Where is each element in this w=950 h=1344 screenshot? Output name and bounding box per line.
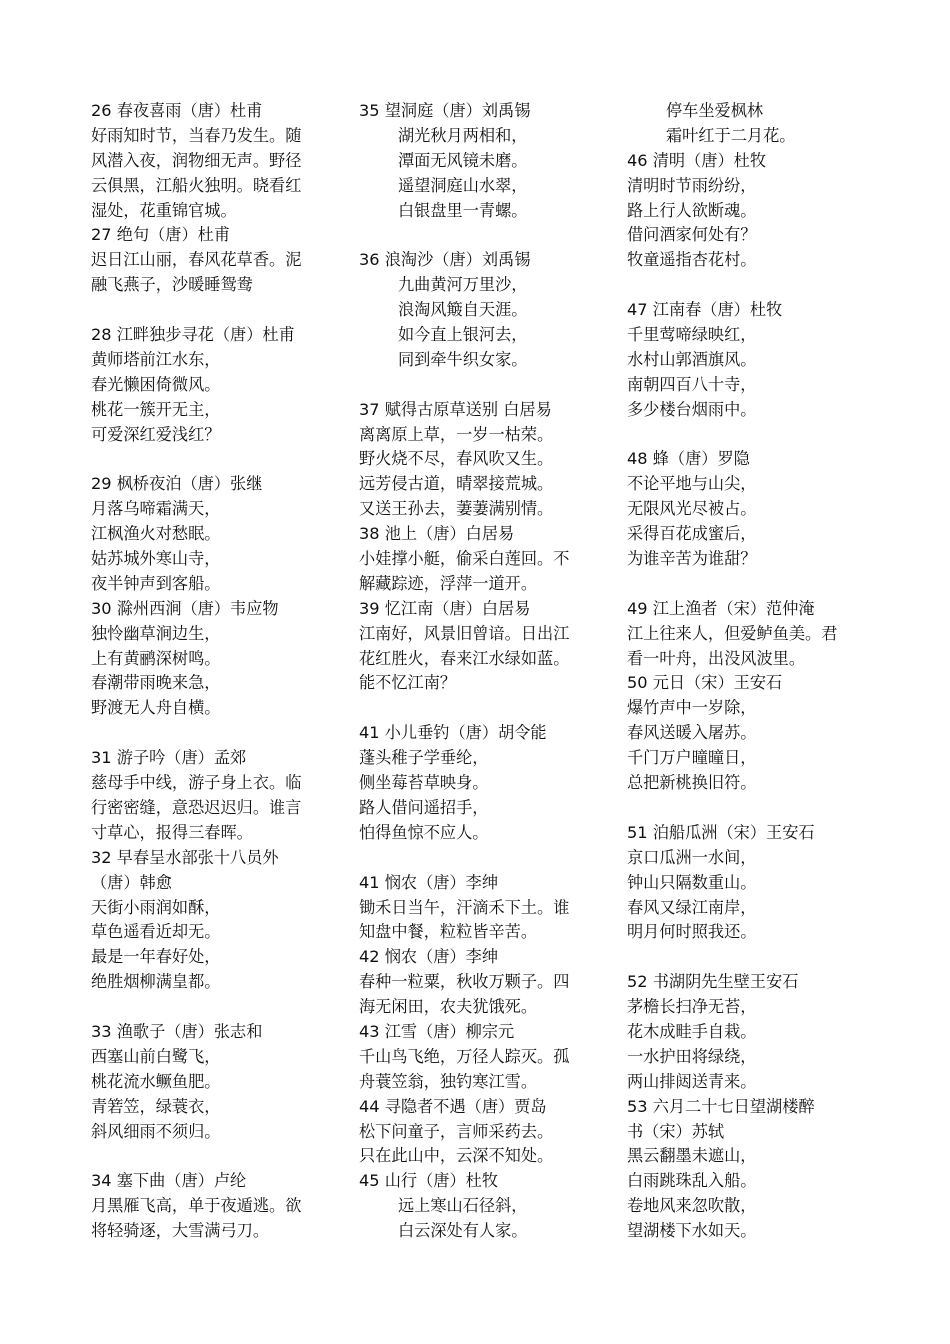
text-line: 浪淘风簸自天涯。: [398, 300, 528, 320]
text-line: 天街小雨润如酥，: [91, 897, 221, 917]
text-line: 29 枫桥夜泊（唐）张继: [91, 474, 263, 494]
text-line: 39 忆江南（唐）白居易: [359, 598, 531, 618]
blank-line: [359, 696, 604, 721]
text-line: 白雨跳珠乱入船。: [627, 1171, 757, 1191]
text-line: 牧童遥指杏花村。: [627, 250, 757, 270]
text-line: 看一叶舟，出没风波里。: [627, 648, 806, 668]
text-line: 30 滁州西涧（唐）韦应物: [91, 598, 279, 618]
text-line: 只在此山中，云深不知处。: [359, 1146, 554, 1166]
text-line: 将轻骑逐，大雪满弓刀。: [91, 1221, 270, 1241]
text-line: 融飞燕子，沙暖睡鸳鸯: [91, 275, 253, 295]
text-line: 江上往来人，但爱鲈鱼美。君: [627, 623, 838, 643]
text-line: 如今直上银河去，: [398, 325, 528, 345]
text-line: 采得百花成蜜后，: [627, 524, 757, 544]
text-line: 桃花一簇开无主，: [91, 399, 221, 419]
text-line: 最是一年春好处，: [91, 947, 221, 967]
text-line: 舟蓑笠翁，独钓寒江雪。: [359, 1071, 538, 1091]
text-line: 湿处，花重锦官城。: [91, 200, 237, 220]
text-line: 花木成畦手自栽。: [627, 1021, 757, 1041]
text-line: 月黑雁飞高，单于夜遁逃。欲: [91, 1196, 302, 1216]
blank-line: [91, 298, 336, 323]
text-line: 春潮带雨晚来急，: [91, 673, 221, 693]
blank-line: [627, 273, 872, 298]
text-line: 蓬头稚子学垂纶，: [359, 748, 489, 768]
column-2: [359, 99, 604, 1244]
blank-line: [359, 223, 604, 248]
text-line: 黑云翻墨未遮山，: [627, 1146, 757, 1166]
text-line: 35 望洞庭（唐）刘禹锡: [359, 101, 531, 120]
text-line: 41 悯农（唐）李绅: [359, 872, 499, 892]
text-line: 41 小儿垂钓（唐）胡令能: [359, 723, 547, 743]
text-line: 风潜入夜，润物细无声。野径: [91, 150, 302, 170]
text-line: 路人借问遥招手，: [359, 797, 489, 817]
text-line: 春风送暖入屠苏。: [627, 723, 757, 743]
text-line: 松下问童子，言师采药去。: [359, 1121, 554, 1141]
text-line: 清明时节雨纷纷，: [627, 175, 757, 195]
text-line: 野火烧不尽，春风吹又生。: [359, 449, 554, 469]
text-line: 43 江雪（唐）柳宗元: [359, 1021, 515, 1041]
text-line: 绝胜烟柳满皇都。: [91, 972, 221, 992]
text-line: 千门万户曈曈日，: [627, 748, 757, 768]
text-line: 44 寻隐者不遇（唐）贾岛: [359, 1096, 547, 1116]
text-line: 同到牵牛织女家。: [398, 349, 528, 369]
text-line: 49 江上渔者（宋）范仲淹: [627, 598, 815, 618]
text-line: （唐）韩愈: [91, 872, 172, 892]
text-line: 离离原上草，一岁一枯荣。: [359, 424, 554, 444]
text-line: 远上寒山石径斜，: [398, 1196, 528, 1216]
text-line: 28 江畔独步寻花（唐）杜甫: [91, 325, 295, 345]
text-line: 花红胜火，春来江水绿如蓝。: [359, 648, 570, 668]
text-line: 52 书湖阴先生壁王安石: [627, 972, 799, 992]
text-line: 38 池上（唐）白居易: [359, 524, 515, 544]
text-line: 两山排闼送青来。: [627, 1071, 757, 1091]
text-line: 慈母手中线，游子身上衣。临: [91, 773, 302, 793]
text-line: 千里莺啼绿映红，: [627, 325, 757, 345]
text-line: 路上行人欲断魂。: [627, 200, 757, 220]
text-line: 白云深处有人家。: [398, 1221, 528, 1241]
text-line: 可爱深红爱浅红？: [91, 424, 221, 444]
text-line: 江南好，风景旧曾谙。日出江: [359, 623, 570, 643]
text-line: 水村山郭酒旗风。: [627, 349, 757, 369]
text-line: 卷地风来忽吹散，: [627, 1196, 757, 1216]
text-line: 能不忆江南？: [359, 673, 457, 693]
text-line: 桃花流水鳜鱼肥。: [91, 1071, 221, 1091]
text-line: 侧坐莓苔草映身。: [359, 773, 489, 793]
text-line: 远芳侵古道，晴翠接荒城。: [359, 474, 554, 494]
text-line: 湖光秋月两相和，: [398, 125, 528, 145]
text-line: 春风又绿江南岸，: [627, 897, 757, 917]
text-line: 独怜幽草涧边生，: [91, 623, 221, 643]
text-line: 月落乌啼霜满天，: [91, 499, 221, 519]
text-line: 草色遥看近却无。: [91, 922, 221, 942]
text-line: 姑苏城外寒山寺，: [91, 549, 221, 569]
blank-line: [91, 447, 336, 472]
text-line: 春种一粒粟，秋收万颗子。四: [359, 972, 570, 992]
text-line: 好雨知时节，当春乃发生。随: [91, 125, 302, 145]
text-line: 遥望洞庭山水翠，: [398, 175, 528, 195]
text-line: 31 游子吟（唐）孟郊: [91, 748, 247, 768]
text-line: 野渡无人舟自横。: [91, 698, 221, 718]
text-line: 小娃撑小艇，偷采白莲回。不: [359, 549, 570, 569]
text-line: 46 清明（唐）杜牧: [627, 150, 767, 170]
text-line: 51 泊船瓜洲（宋）王安石: [627, 822, 815, 842]
text-line: 一水护田将绿绕，: [627, 1046, 757, 1066]
text-line: 茅檐长扫净无苔，: [627, 997, 757, 1017]
text-line: 32 早春呈水部张十八员外: [91, 847, 279, 867]
text-line: 白银盘里一青螺。: [398, 200, 528, 220]
text-line: 34 塞下曲（唐）卢纶: [91, 1171, 247, 1191]
text-line: 京口瓜洲一水间，: [627, 847, 757, 867]
text-line: 夜半钟声到客船。: [91, 573, 221, 593]
column-1: [91, 99, 336, 1244]
text-line: 53 六月二十七日望湖楼醉: [627, 1096, 815, 1116]
text-line: 斜风细雨不须归。: [91, 1121, 221, 1141]
text-line: 多少楼台烟雨中。: [627, 399, 757, 419]
text-line: 黄师塔前江水东，: [91, 349, 221, 369]
text-line: 总把新桃换旧符。: [627, 773, 757, 793]
blank-line: [359, 846, 604, 871]
text-line: 知盘中餐，粒粒皆辛苦。: [359, 922, 538, 942]
blank-line: [359, 373, 604, 398]
text-line: 48 蜂（唐）罗隐: [627, 449, 750, 469]
text-line: 海无闲田，农夫犹饿死。: [359, 997, 538, 1017]
text-line: 45 山行（唐）杜牧: [359, 1171, 499, 1191]
text-line: 书（宋）苏轼: [627, 1121, 725, 1141]
text-line: 为谁辛苦为谁甜？: [627, 549, 757, 569]
text-line: 西塞山前白鹭飞，: [91, 1046, 221, 1066]
text-line: 停车坐爱枫林: [666, 101, 764, 120]
blank-line: [627, 796, 872, 821]
blank-line: [91, 721, 336, 746]
column-3: [627, 99, 872, 1244]
text-line: 42 悯农（唐）李绅: [359, 947, 499, 967]
text-line: 怕得鱼惊不应人。: [359, 822, 489, 842]
text-line: 江枫渔火对愁眠。: [91, 524, 221, 544]
text-line: 不论平地与山尖，: [627, 474, 757, 494]
text-line: 无限风光尽被占。: [627, 499, 757, 519]
text-line: 锄禾日当午，汗滴禾下土。谁: [359, 897, 570, 917]
text-line: 春光懒困倚微风。: [91, 374, 221, 394]
text-line: 50 元日（宋）王安石: [627, 673, 783, 693]
text-line: 九曲黄河万里沙，: [398, 275, 528, 295]
text-line: 又送王孙去，萋萋满别情。: [359, 499, 554, 519]
text-line: 潭面无风镜未磨。: [398, 150, 528, 170]
text-line: 青箬笠，绿蓑衣，: [91, 1096, 221, 1116]
text-line: 37 赋得古原草送别 白居易: [359, 399, 552, 419]
text-line: 明月何时照我还。: [627, 922, 757, 942]
text-line: 迟日江山丽，春风花草香。泥: [91, 250, 302, 270]
text-line: 26 春夜喜雨（唐）杜甫: [91, 101, 263, 120]
text-line: 钟山只隔数重山。: [627, 872, 757, 892]
text-line: 36 浪淘沙（唐）刘禹锡: [359, 250, 531, 270]
text-line: 霜叶红于二月花。: [666, 125, 796, 145]
text-line: 云俱黑，江船火独明。晓看红: [91, 175, 302, 195]
blank-line: [91, 995, 336, 1020]
text-line: 上有黄鹂深树鸣。: [91, 648, 221, 668]
text-line: 33 渔歌子（唐）张志和: [91, 1021, 263, 1041]
blank-line: [627, 423, 872, 448]
blank-line: [91, 1144, 336, 1169]
text-line: 解藏踪迹，浮萍一道开。: [359, 573, 538, 593]
blank-line: [627, 572, 872, 597]
text-line: 望湖楼下水如天。: [627, 1221, 757, 1241]
text-line: 27 绝句（唐）杜甫: [91, 225, 231, 245]
text-line: 47 江南春（唐）杜牧: [627, 300, 783, 320]
text-line: 行密密缝，意恐迟迟归。谁言: [91, 797, 302, 817]
text-line: 南朝四百八十寺，: [627, 374, 757, 394]
text-line: 借问酒家何处有？: [627, 225, 757, 245]
text-line: 爆竹声中一岁除，: [627, 698, 757, 718]
blank-line: [627, 945, 872, 970]
text-line: 寸草心，报得三春晖。: [91, 822, 253, 842]
text-line: 千山鸟飞绝，万径人踪灭。孤: [359, 1046, 570, 1066]
